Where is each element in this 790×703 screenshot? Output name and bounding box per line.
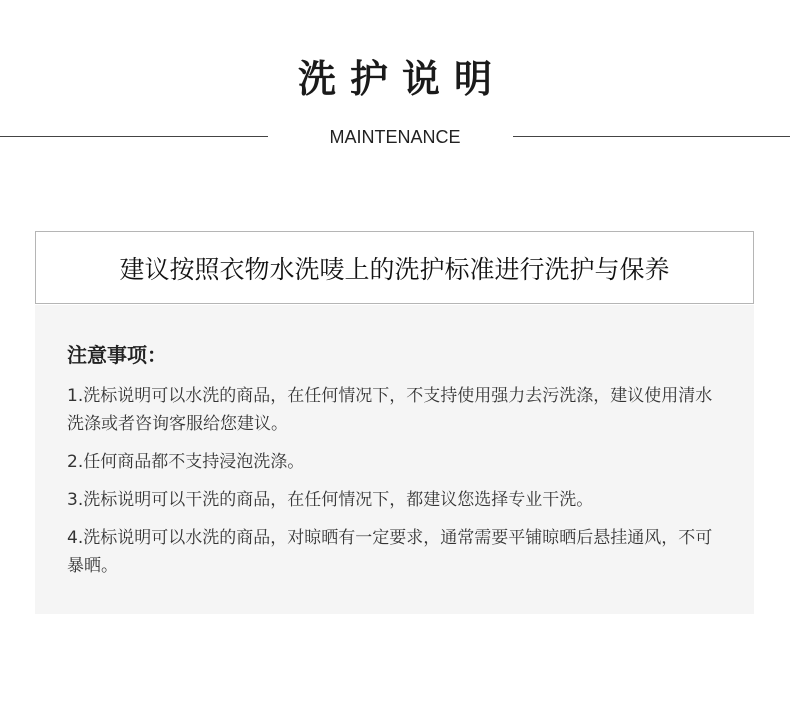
divider-right: [513, 136, 790, 137]
page-title: 洗护说明: [297, 57, 506, 101]
page-subtitle: MAINTENANCE: [329, 127, 461, 147]
note-item: 4.洗标说明可以水洗的商品，对晾晒有一定要求，通常需要平铺晾晒后悬挂通风，不可暴晒。: [67, 528, 713, 576]
care-recommendation-banner: [35, 231, 754, 304]
note-item: 2.任何商品都不支持浸泡洗涤。: [67, 452, 305, 472]
notes-heading: 注意事项：: [67, 343, 167, 367]
note-item: 3.洗标说明可以干洗的商品，在任何情况下，都建议您选择专业干洗。: [67, 490, 594, 510]
note-item: 1.洗标说明可以水洗的商品，在任何情况下，不支持使用强力去污洗涤，建议使用清水洗涤或者咨询客服给您建议。: [67, 386, 713, 434]
notes-panel: [35, 305, 754, 614]
banner-text: 建议按照衣物水洗唛上的洗护标准进行洗护与保养: [119, 254, 670, 284]
